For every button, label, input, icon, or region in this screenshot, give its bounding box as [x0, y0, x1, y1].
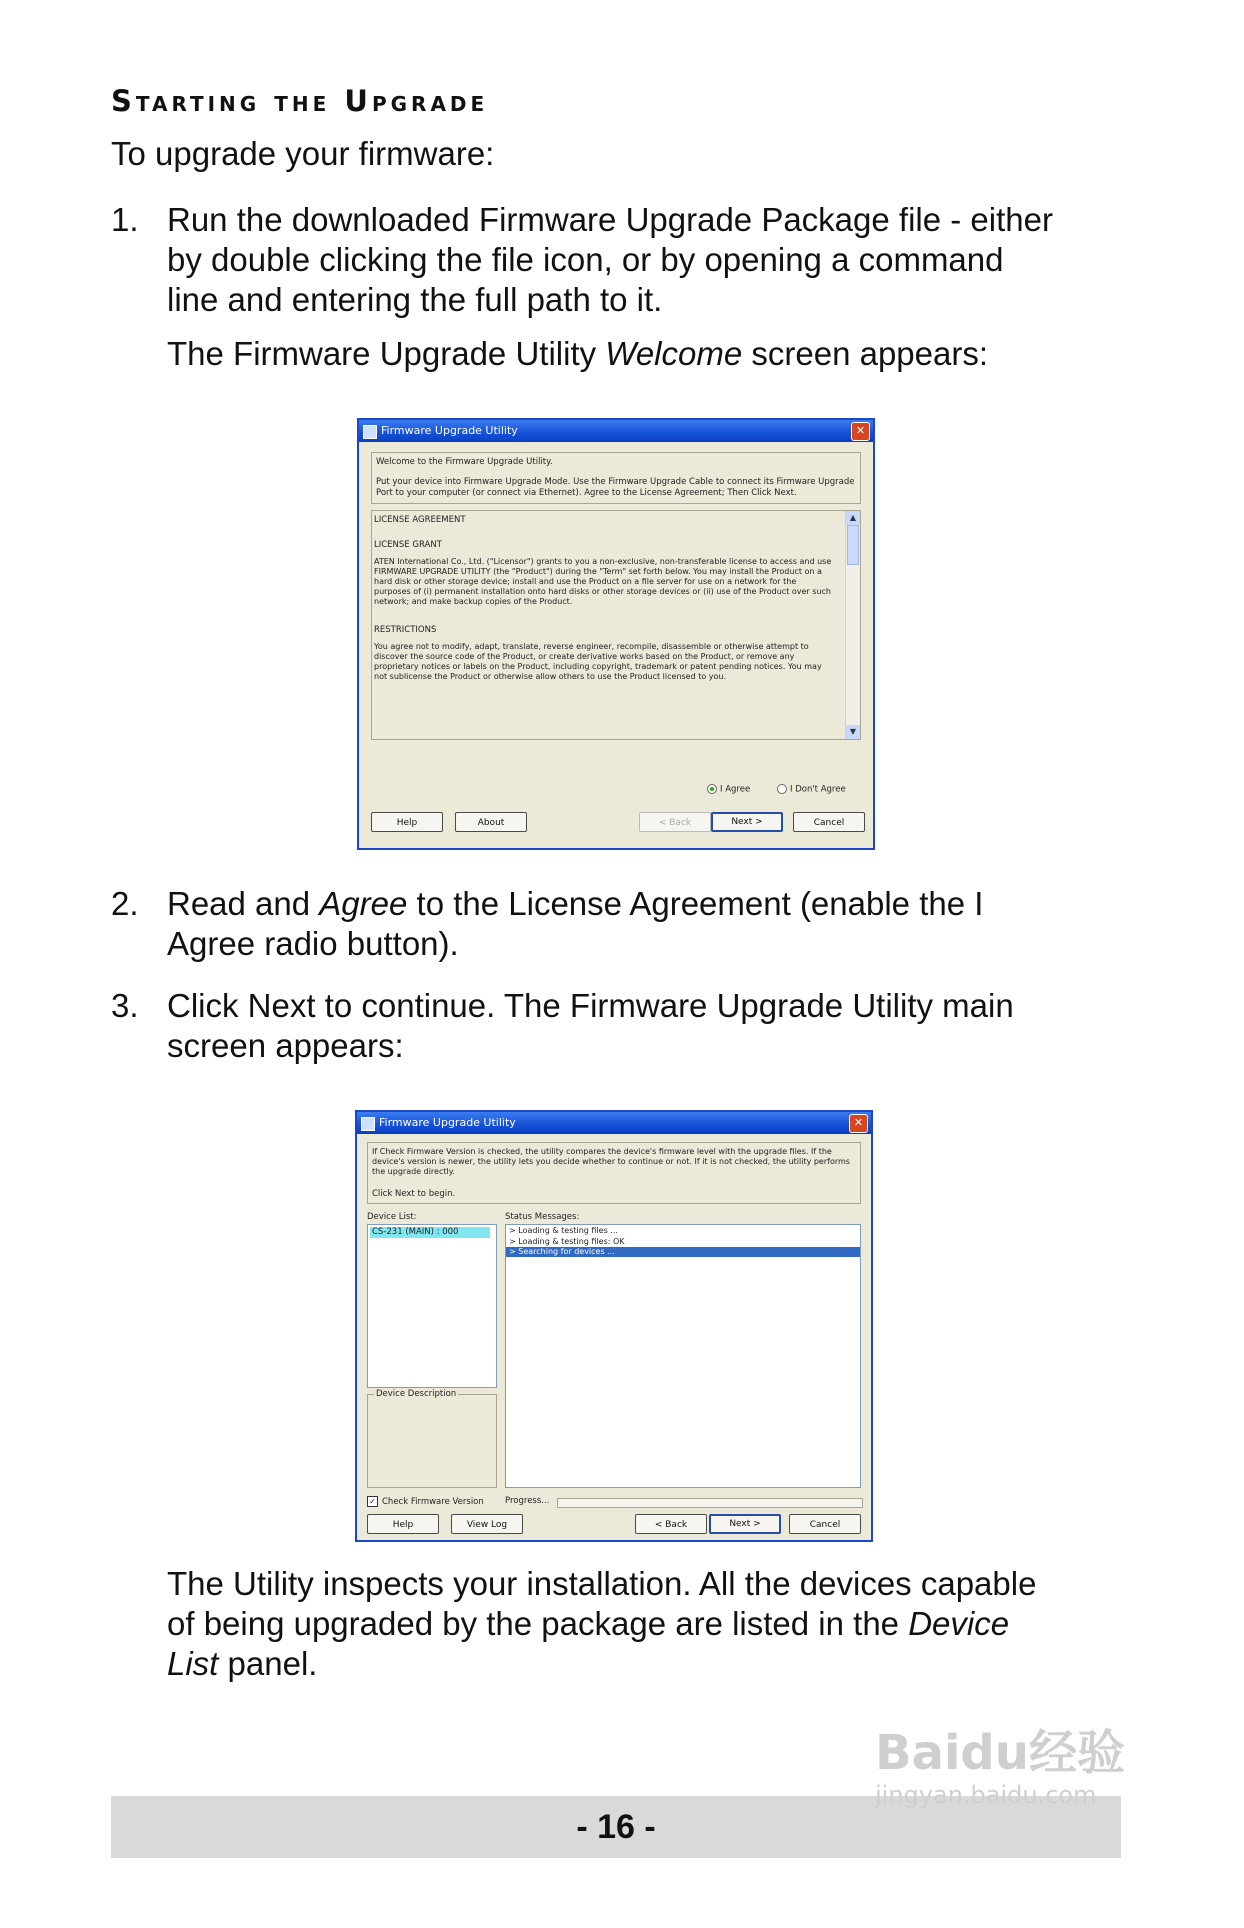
step-1-result-post: screen appears: [742, 335, 989, 372]
window-title: Firmware Upgrade Utility [381, 424, 518, 437]
device-list-label: Device List: [367, 1212, 417, 1222]
next-button[interactable]: Next > [709, 1514, 781, 1534]
step-2-number: 2. [111, 885, 139, 922]
disagree-label: I Don't Agree [790, 784, 846, 795]
check-firmware-label: Check Firmware Version [382, 1497, 484, 1507]
window-title: Firmware Upgrade Utility [379, 1116, 516, 1129]
welcome-text: Welcome to the Firmware Upgrade Utility. [376, 457, 553, 467]
restrictions-title: RESTRICTIONS [374, 625, 437, 635]
welcome-window [357, 418, 875, 850]
closing-line-1: The Utility inspects your installation. All the devices capable [167, 1565, 1037, 1602]
status-messages-label: Status Messages: [505, 1212, 580, 1222]
step-2-em: Agree [319, 885, 408, 922]
step-1-line-3: line and entering the full path to it. [167, 281, 663, 318]
main-window [355, 1110, 873, 1542]
step-3-text [167, 986, 1014, 1066]
closing-line-2-pre: of being upgraded by the package are listed in the [167, 1605, 909, 1642]
step-3-number: 3. [111, 987, 139, 1024]
info-box [367, 1142, 861, 1204]
step-1-line-2: by double clicking the file icon, or by opening a command [167, 241, 1004, 278]
cancel-button[interactable]: Cancel [789, 1514, 861, 1534]
license-title: LICENSE AGREEMENT [374, 515, 466, 525]
step-1-result-pre: The Firmware Upgrade Utility [167, 335, 606, 372]
welcome-titlebar [359, 420, 873, 442]
device-description-label: Device Description [376, 1389, 457, 1399]
step-2-line-2: Agree radio button). [167, 925, 459, 962]
agree-label: I Agree [720, 784, 751, 795]
step-1-line-1: Run the downloaded Firmware Upgrade Package file - either [167, 201, 1053, 238]
scroll-up-icon[interactable]: ▲ [846, 511, 860, 525]
progress-bar [557, 1498, 863, 1508]
license-scrollbar[interactable] [845, 511, 860, 739]
watermark-brand: Baidu经验 [875, 1725, 1125, 1781]
grant-title: LICENSE GRANT [374, 540, 442, 550]
help-button[interactable]: Help [367, 1514, 439, 1534]
welcome-box [371, 452, 861, 504]
radio-off-icon [777, 784, 787, 794]
scroll-down-icon[interactable]: ▼ [846, 725, 860, 739]
close-icon[interactable]: ✕ [849, 1114, 868, 1133]
status-line-3: > Searching for devices ... [506, 1247, 860, 1257]
closing-line-2 [167, 1604, 1036, 1644]
help-button[interactable]: Help [371, 812, 443, 832]
section-heading: Starting the Upgrade [111, 84, 489, 118]
closing-line-3 [167, 1644, 1036, 1684]
back-button[interactable]: < Back [639, 812, 711, 832]
step-2-pre: Read and [167, 885, 320, 922]
device-list-item[interactable]: CS-231 (MAIN) : 000 [370, 1227, 490, 1238]
step-3-line-1: Click Next to continue. The Firmware Upgrade Utility main [167, 987, 1014, 1024]
disagree-radio[interactable] [777, 784, 846, 796]
close-icon[interactable]: ✕ [851, 422, 870, 441]
device-description-box [367, 1389, 497, 1488]
status-line-2: > Loading & testing files: OK [509, 1237, 625, 1246]
about-button[interactable]: About [455, 812, 527, 832]
watermark-url: jingyan.baidu.com [875, 1781, 1097, 1809]
status-line-1: > Loading & testing files ... [509, 1226, 618, 1235]
closing-text [167, 1564, 1036, 1684]
step-2-text [167, 884, 983, 964]
restrictions-text: You agree not to modify, adapt, translate, reverse engineer, recompile, disassemble or otherwise attempt to discover the source code of the Product, or create derivative works based on the Product, or remove any proprietary notices or labels on the Product, including copyright, trademark or patent pending notices. You may not sublicense the Product or otherwise allow others to use the Product licensed to you. [374, 642, 822, 681]
radio-on-icon [707, 784, 717, 794]
click-next-text: Click Next to begin. [372, 1189, 456, 1199]
page-number: - 16 - [576, 1808, 656, 1846]
instructions-text: Put your device into Firmware Upgrade Mode. Use the Firmware Upgrade Cable to connect its Firmware Upgrade Port to your computer (or connect via Ethernet). Agree to the License Agreement; Then Click Next. [376, 477, 855, 498]
closing-line-2-em: Device [908, 1605, 1010, 1642]
status-messages-list[interactable] [505, 1224, 861, 1488]
step-1-text [167, 200, 1053, 320]
next-button[interactable]: Next > [711, 812, 783, 832]
step-3-line-2: screen appears: [167, 1027, 404, 1064]
closing-line-3-em: List [167, 1645, 219, 1682]
agree-radio[interactable] [707, 784, 750, 796]
license-text-area[interactable] [371, 510, 861, 740]
scroll-thumb[interactable] [847, 525, 859, 565]
closing-line-3-post: panel. [218, 1645, 318, 1682]
checkmark-icon: ✓ [367, 1496, 378, 1507]
progress-label: Progress... [505, 1496, 550, 1506]
check-firmware-checkbox[interactable] [367, 1496, 484, 1508]
device-list[interactable] [367, 1224, 497, 1388]
main-titlebar [357, 1112, 871, 1134]
step-1-result [167, 334, 988, 374]
step-1-result-em: Welcome [605, 335, 743, 372]
watermark [875, 1725, 1125, 1809]
step-2-line-1 [167, 884, 983, 924]
view-log-button[interactable]: View Log [451, 1514, 523, 1534]
app-icon [361, 1117, 375, 1131]
cancel-button[interactable]: Cancel [793, 812, 865, 832]
step-1-number: 1. [111, 201, 139, 238]
intro-text: To upgrade your firmware: [111, 135, 495, 172]
app-icon [363, 425, 377, 439]
info-text: If Check Firmware Version is checked, the utility compares the device's firmware level with the upgrade files. If the device's version is newer, the utility lets you decide whether to continue or not. If it is not checked, the utility performs the upgrade directly. [372, 1147, 850, 1176]
step-2-post: to the License Agreement (enable the I [407, 885, 984, 922]
back-button[interactable]: < Back [635, 1514, 707, 1534]
grant-text: ATEN International Co., Ltd. ("Licensor") grants to you a non-exclusive, non-transferable license to access and use FIRMWARE UPGRADE UTILITY (the "Product") during the "Term" set forth below. You may install the Product on a hard disk or other storage device; install and use the Product on a file server for use on a network for the purposes of (i) permanent installation onto hard disks or other storage devices or (ii) use of the Product over such network; and make backup copies of the Product. [374, 557, 832, 606]
